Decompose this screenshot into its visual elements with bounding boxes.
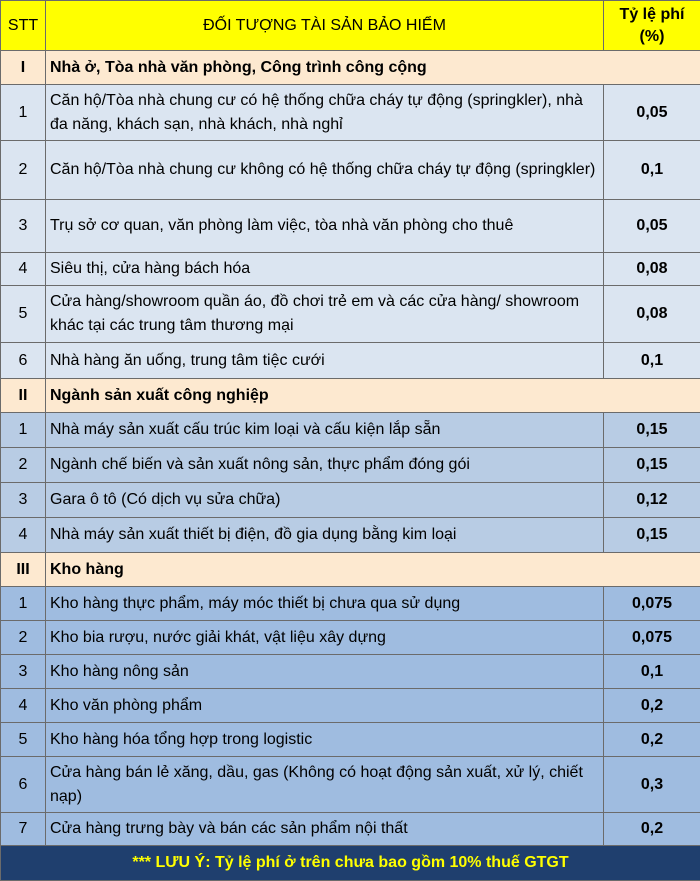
item-rate: 0,1	[604, 655, 700, 689]
item-name: Nhà hàng ăn uống, trung tâm tiệc cưới	[46, 343, 604, 379]
table-row	[1, 286, 700, 343]
item-rate: 0,15	[604, 448, 700, 483]
table-row	[1, 200, 700, 253]
item-number: 1	[1, 587, 46, 621]
header-subject: ĐỐI TƯỢNG TÀI SẢN BẢO HIỂM	[46, 1, 604, 51]
item-number: 3	[1, 655, 46, 689]
section-title: Ngành sản xuất công nghiệp	[46, 379, 700, 413]
item-number: 3	[1, 483, 46, 518]
section-number: III	[1, 553, 46, 587]
item-name: Kho hàng nông sản	[46, 655, 604, 689]
item-rate: 0,2	[604, 813, 700, 846]
section-title: Nhà ở, Tòa nhà văn phòng, Công trình công cộng	[46, 51, 700, 85]
item-name: Siêu thị, cửa hàng bách hóa	[46, 253, 604, 286]
table-row	[1, 448, 700, 483]
item-rate: 0,2	[604, 723, 700, 757]
table-row	[1, 253, 700, 286]
item-number: 7	[1, 813, 46, 846]
section-row-1	[1, 51, 700, 85]
item-number: 1	[1, 413, 46, 448]
item-rate: 0,15	[604, 413, 700, 448]
item-name: Nhà máy sản xuất thiết bị điện, đồ gia dụng bằng kim loại	[46, 518, 604, 553]
item-number: 1	[1, 85, 46, 141]
item-number: 5	[1, 723, 46, 757]
item-number: 6	[1, 343, 46, 379]
item-rate: 0,08	[604, 286, 700, 343]
item-rate: 0,075	[604, 621, 700, 655]
item-rate: 0,15	[604, 518, 700, 553]
section-number: I	[1, 51, 46, 85]
item-rate: 0,3	[604, 757, 700, 813]
item-number: 4	[1, 253, 46, 286]
section-row-3	[1, 553, 700, 587]
item-rate: 0,05	[604, 85, 700, 141]
item-number: 3	[1, 200, 46, 253]
table-header-row	[1, 1, 700, 51]
item-name: Ngành chế biến và sản xuất nông sản, thực phẩm đóng gói	[46, 448, 604, 483]
table-row	[1, 587, 700, 621]
item-rate: 0,08	[604, 253, 700, 286]
table-row	[1, 343, 700, 379]
section-row-2	[1, 379, 700, 413]
header-rate-line2: (%)	[640, 28, 665, 45]
item-rate: 0,075	[604, 587, 700, 621]
item-name: Cửa hàng bán lẻ xăng, dầu, gas (Không có hoạt động sản xuất, xử lý, chiết nạp)	[46, 757, 604, 813]
item-number: 4	[1, 518, 46, 553]
header-rate-line1: Tỷ lệ phí	[620, 6, 685, 23]
item-rate: 0,1	[604, 141, 700, 200]
table-row	[1, 689, 700, 723]
item-name: Cửa hàng trưng bày và bán các sản phẩm nội thất	[46, 813, 604, 846]
header-stt: STT	[1, 1, 46, 51]
item-name: Kho bia rượu, nước giải khát, vật liệu xây dựng	[46, 621, 604, 655]
table-row	[1, 141, 700, 200]
footer-note: *** LƯU Ý: Tỷ lệ phí ở trên chưa bao gồm 10% thuế GTGT	[1, 846, 700, 881]
item-number: 2	[1, 448, 46, 483]
item-name: Kho văn phòng phẩm	[46, 689, 604, 723]
item-name: Trụ sở cơ quan, văn phòng làm việc, tòa nhà văn phòng cho thuê	[46, 200, 604, 253]
section-number: II	[1, 379, 46, 413]
item-name: Gara ô tô (Có dịch vụ sửa chữa)	[46, 483, 604, 518]
item-name: Kho hàng hóa tổng hợp trong logistic	[46, 723, 604, 757]
table-row	[1, 655, 700, 689]
section-title: Kho hàng	[46, 553, 700, 587]
table-row	[1, 621, 700, 655]
table-row	[1, 413, 700, 448]
footer-note-row	[1, 846, 700, 881]
item-name: Căn hộ/Tòa nhà chung cư không có hệ thống chữa cháy tự động (springkler)	[46, 141, 604, 200]
table-row	[1, 483, 700, 518]
item-number: 2	[1, 141, 46, 200]
table-row	[1, 518, 700, 553]
item-name: Cửa hàng/showroom quần áo, đồ chơi trẻ em và các cửa hàng/ showroom khác tại các trung tâm thương mại	[46, 286, 604, 343]
item-name: Căn hộ/Tòa nhà chung cư có hệ thống chữa cháy tự động (springkler), nhà đa năng, khách sạn, nhà khách, nhà nghỉ	[46, 85, 604, 141]
item-rate: 0,1	[604, 343, 700, 379]
table-row	[1, 813, 700, 846]
table-row	[1, 723, 700, 757]
item-number: 2	[1, 621, 46, 655]
item-number: 5	[1, 286, 46, 343]
item-rate: 0,12	[604, 483, 700, 518]
item-name: Nhà máy sản xuất cấu trúc kim loại và cấu kiện lắp sẵn	[46, 413, 604, 448]
item-number: 6	[1, 757, 46, 813]
table-row	[1, 85, 700, 141]
item-rate: 0,2	[604, 689, 700, 723]
table-row	[1, 757, 700, 813]
header-rate	[604, 1, 700, 51]
item-number: 4	[1, 689, 46, 723]
item-rate: 0,05	[604, 200, 700, 253]
item-name: Kho hàng thực phẩm, máy móc thiết bị chưa qua sử dụng	[46, 587, 604, 621]
